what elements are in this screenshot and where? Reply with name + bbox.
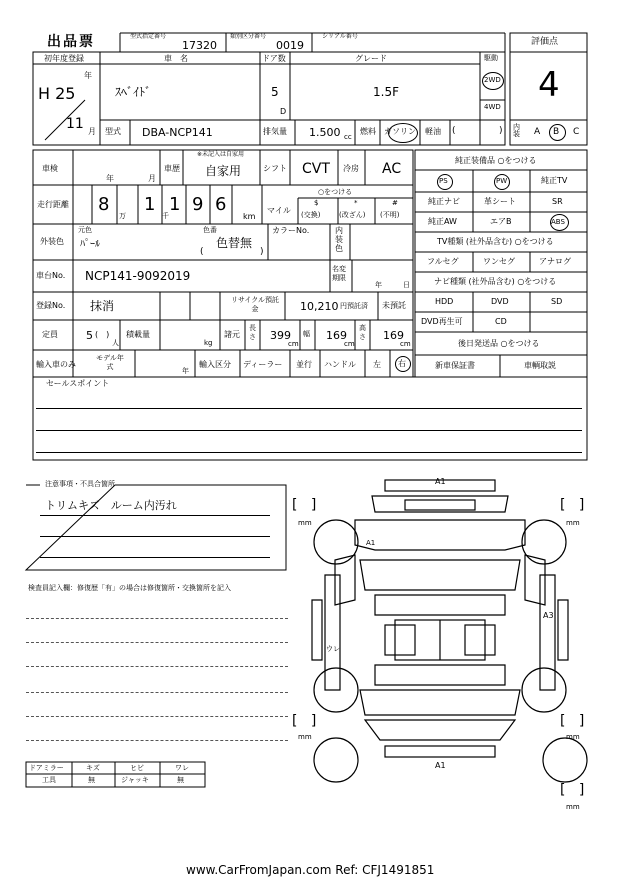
eq-airbag: エアB: [490, 217, 512, 226]
tire-bracket-rr: [ ]: [560, 713, 585, 729]
orig-color-label: 元色: [78, 226, 92, 234]
legend-mirror: ドアミラー: [29, 764, 64, 772]
tv-analog: アナログ: [539, 257, 571, 266]
navi-cd: CD: [495, 317, 507, 326]
interior-a: A: [534, 127, 541, 137]
eq-navi: 純正ナビ: [428, 197, 460, 206]
kg-unit: kg: [204, 339, 213, 347]
unknown-mark: #: [392, 199, 398, 207]
parallel-label: 並行: [296, 360, 312, 369]
unknown-label: (不明): [380, 211, 400, 219]
navi-label: ナビ種類 (社外品含む) ○をつける: [434, 277, 557, 286]
first-reg-month-unit: 月: [88, 127, 96, 136]
first-reg-label: 初年度登録: [44, 54, 84, 63]
exch-mark: $: [314, 199, 319, 207]
legend-scratch: キズ: [86, 764, 100, 772]
color-no-label: 色番: [203, 226, 217, 234]
sales-line-2: [36, 430, 582, 431]
displacement-label: 排気量: [263, 127, 287, 136]
cooler-value: AC: [382, 161, 402, 177]
exch-label: (交換): [301, 211, 321, 219]
import-class-label: 輸入区分: [199, 360, 231, 369]
displacement-value: 1.500: [309, 126, 341, 139]
inspector-line-4: [26, 692, 288, 693]
tv-oneseg: ワンセグ: [483, 257, 515, 266]
mileage-digit-4: 9: [192, 194, 204, 215]
car-name-label: 車 名: [164, 54, 188, 63]
legend-tools: 工具: [42, 776, 56, 784]
height-value: 169: [383, 329, 404, 342]
history-value: 自家用: [205, 164, 242, 178]
navi-sd: SD: [551, 297, 563, 306]
eq-aw: 純正AW: [428, 217, 457, 226]
later-manual: 車輌取説: [524, 361, 556, 370]
eq-sr: SR: [552, 197, 563, 206]
person-unit: 人: [112, 339, 119, 347]
score-value: 4: [538, 65, 560, 105]
chassis-label: 車台No.: [36, 271, 66, 280]
tire-mm-rr: mm: [566, 733, 580, 741]
drive-label: 駆動: [484, 54, 498, 62]
eq-abs: ABS: [551, 218, 565, 226]
capacity-label: 定員: [42, 330, 58, 339]
handle-label: ハンドル: [324, 360, 356, 369]
interior-b: B: [553, 127, 560, 137]
drive-2wd: 2WD: [484, 76, 501, 84]
notes-text: トリムキズ ルーム内汚れ: [45, 499, 177, 512]
height-cm: cm: [400, 340, 411, 348]
my-year: 年: [182, 367, 189, 375]
paren-open: (: [452, 126, 456, 136]
diag-u-left: ウレ: [326, 645, 340, 653]
diag-a1-bottom: A1: [435, 761, 446, 770]
tv-fullseg: フルセグ: [427, 257, 459, 266]
genuine-label: 純正装備品 ○をつける: [455, 156, 537, 165]
handle-left: 左: [373, 360, 381, 369]
sales-line-1: [36, 408, 582, 409]
length-cm: cm: [288, 340, 299, 348]
orig-color-value: ﾊﾟｰﾙ: [80, 239, 100, 250]
len-label: 長さ: [249, 324, 256, 341]
diag-a3-right: A3: [543, 611, 554, 620]
load-label: 積載量: [126, 330, 150, 339]
length-value: 399: [270, 329, 291, 342]
mileage-digit-5: 6: [215, 194, 227, 215]
grade-label: グレード: [355, 54, 387, 63]
nc-day: 日: [403, 281, 410, 289]
drive-4wd: 4WD: [484, 103, 501, 111]
alter-mark: *: [354, 199, 358, 207]
tire-mm-spare: mm: [566, 803, 580, 811]
model-year-label: モデル年式: [96, 354, 124, 371]
cooler-label: 冷房: [343, 164, 359, 173]
mileage-digit-3: 1: [169, 194, 181, 215]
eq-pw: PW: [496, 177, 508, 185]
tire-bracket-rl: [ ]: [292, 713, 317, 729]
legend-jack-value: 無: [177, 776, 184, 784]
cc-unit: cc: [344, 133, 352, 141]
serial-label: シリアル番号: [322, 33, 358, 40]
grade-value: 1.5F: [373, 85, 399, 99]
doors-suffix: D: [280, 107, 287, 116]
mileage-km: km: [243, 212, 256, 221]
insp-year: 年: [106, 174, 114, 183]
mileage-sen: 千: [162, 212, 169, 220]
height-label: 高さ: [359, 324, 366, 341]
class-no-label: 類別区分番号: [230, 33, 267, 40]
first-reg-year-unit: 年: [84, 71, 92, 80]
mileage-digit-1: 8: [98, 194, 110, 215]
mile-label: マイル: [267, 206, 291, 215]
color-paren-open: (: [200, 247, 204, 257]
recycle-value: 10,210: [300, 300, 339, 313]
reg-value: 抹消: [90, 299, 115, 313]
inspector-line-6: [26, 740, 288, 741]
width-value: 169: [326, 329, 347, 342]
notes-line-1: [40, 515, 270, 516]
class-no-value: 0019: [276, 39, 304, 52]
tire-mm-fl: mm: [298, 519, 312, 527]
tire-mm-fr: mm: [566, 519, 580, 527]
mileage-digit-2: 1: [144, 194, 156, 215]
fuel-value: ガソリン: [384, 127, 416, 136]
chassis-value: NCP141-9092019: [85, 269, 191, 283]
mileage-note: ○をつける: [318, 188, 353, 196]
later-warranty: 新車保証書: [435, 361, 475, 370]
reg-label: 登録No.: [36, 301, 66, 310]
model-value: DBA-NCP141: [142, 126, 213, 139]
car-name-value: ｽﾍﾞｲﾄﾞ: [115, 85, 152, 99]
legend-tools-value: 無: [88, 776, 95, 784]
inspector-line-1: [26, 618, 288, 619]
eq-ps: PS: [439, 177, 448, 185]
history-label: 車歴: [164, 164, 180, 173]
tire-bracket-fl: [ ]: [292, 497, 317, 513]
width-label: 幅: [303, 330, 310, 338]
first-reg-month: 11: [66, 116, 84, 132]
history-note: ※未記入は自家用: [197, 151, 245, 158]
inspector-line-3: [26, 666, 288, 667]
shift-value: CVT: [302, 161, 330, 177]
tire-bracket-fr: [ ]: [560, 497, 585, 513]
diag-a1-top: A1: [435, 477, 446, 486]
color-paren-close: ): [260, 247, 264, 257]
width-cm: cm: [344, 340, 355, 348]
model-label: 型式: [105, 127, 121, 136]
fuel-label: 燃料: [360, 127, 376, 136]
shift-label: シフト: [263, 164, 287, 173]
type-no-label: 型式指定番号: [130, 33, 167, 40]
legend-jack: ジャッキ: [121, 776, 149, 784]
tire-bracket-spare: [ ]: [560, 782, 585, 798]
color-change: 色替無: [216, 236, 253, 250]
doors-value: 5: [271, 85, 279, 99]
notes-line-2: [40, 536, 270, 537]
color-code-label: カラーNo.: [272, 226, 310, 235]
interior-c: C: [573, 127, 580, 137]
notes-label: 注意事項・不具合箇所: [45, 480, 115, 488]
capacity-value: 5: [86, 329, 93, 342]
navi-dvdplay: DVD再生可: [421, 317, 463, 326]
legend-crack: ヒビ: [130, 764, 144, 772]
score-label: 評価点: [531, 37, 559, 47]
first-reg-era: H 25: [38, 84, 76, 103]
legend-break: ワレ: [175, 764, 189, 772]
handle-right: 右: [398, 359, 406, 368]
navi-dvd: DVD: [491, 297, 509, 306]
alter-label: (改ざん): [339, 211, 366, 219]
tire-mm-rl: mm: [298, 733, 312, 741]
insp-month: 月: [148, 174, 156, 183]
type-no-value: 17320: [182, 39, 217, 52]
paren-close: ): [499, 126, 503, 136]
nc-year: 年: [375, 281, 382, 289]
sales-point-label: セールスポイント: [46, 379, 110, 388]
page-title: 出品票: [47, 34, 95, 50]
inspection-label: 車検: [42, 164, 58, 173]
doors-label: ドア数: [262, 54, 286, 63]
later-label: 後日発送品 ○をつける: [458, 339, 540, 348]
interior-label: 内装: [513, 123, 520, 138]
footer-ref: www.CarFromJapan.com Ref: CFJ1491851: [186, 863, 435, 877]
inspector-line-5: [26, 716, 288, 717]
import-label: 輸入車のみ: [36, 360, 76, 369]
dealer-label: ディーラー: [243, 360, 283, 369]
mileage-man: 万: [119, 212, 126, 220]
diag-a1-left: A1: [366, 539, 376, 547]
inspector-line-2: [26, 642, 288, 643]
recycle-unpaid: 未預託: [382, 301, 406, 310]
notes-line-3: [40, 557, 270, 558]
sales-line-3: [36, 452, 582, 453]
tv-label: TV種類 (社外品含む) ○をつける: [437, 237, 554, 246]
recycle-label: リサイクル預託金: [230, 296, 280, 313]
mileage-label: 走行距離: [37, 200, 69, 209]
eq-tv: 純正TV: [541, 176, 568, 185]
int-color-label: 内装色: [335, 226, 343, 253]
navi-hdd: HDD: [435, 297, 454, 306]
color-label: 外装色: [40, 237, 64, 246]
eq-leather: 革シート: [484, 197, 516, 206]
recycle-paid: 円預託済: [340, 302, 368, 310]
capacity-paren: ( ): [95, 330, 110, 339]
dims-label: 諸元: [224, 330, 240, 339]
light-oil: 軽油: [425, 127, 441, 136]
name-change-label: 名変期限: [332, 265, 346, 282]
inspector-label: 検査員記入欄：修復歴「有」の場合は修復箇所・交換箇所を記入: [28, 584, 231, 592]
